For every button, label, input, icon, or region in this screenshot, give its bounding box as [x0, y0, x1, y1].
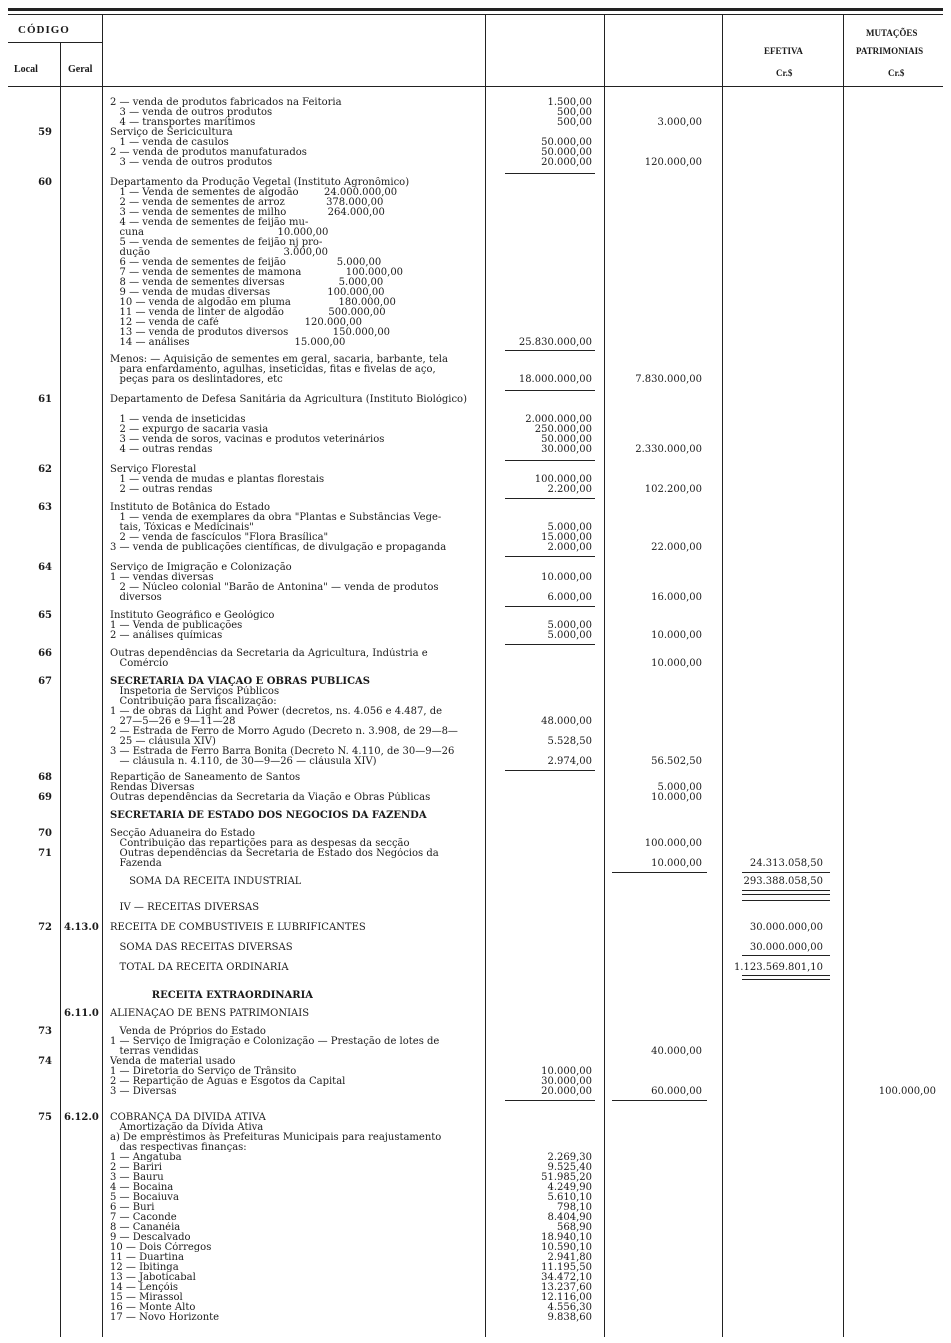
row-code-local: 74	[38, 1056, 52, 1067]
row-amount-c3: 293.388.058,50	[743, 876, 823, 887]
subtotal-rule	[742, 894, 830, 895]
row-description: 5 — venda de sementes de feijão nj pro-	[110, 237, 323, 248]
row-code-geral: 6.12.0	[64, 1112, 99, 1123]
row-amount-c2: 22.000,00	[651, 542, 702, 553]
row-code-local: 71	[38, 848, 52, 859]
header-mutacoes: MUTAÇÕES	[866, 28, 918, 38]
subtotal-rule	[505, 173, 595, 174]
row-description: Outras dependências da Secretaria da Viação e Obras Públicas	[110, 792, 431, 803]
row-description: tais, Tóxicas e Medicinais"	[110, 522, 254, 533]
row-amount-c1: 10.000,00	[541, 1066, 592, 1077]
row-description: 4 — Bocaina	[110, 1182, 174, 1193]
row-description: Rendas Diversas	[110, 782, 195, 793]
row-description: 27—5—26 e 9—11—28	[110, 716, 236, 727]
subtotal-rule	[742, 979, 830, 980]
row-code-local: 59	[38, 127, 52, 138]
row-description: Outras dependências da Secretaria da Agricultura, Indústria e	[110, 648, 428, 659]
row-amount-c1: 20.000,00	[541, 1086, 592, 1097]
row-description: Serviço de Sericicultura	[110, 127, 233, 138]
subtotal-rule	[505, 606, 595, 607]
row-amount-c1: 100.000,00	[534, 474, 592, 485]
row-amount-c1: 18.000.000,00	[518, 374, 592, 385]
subtotal-rule	[612, 1100, 707, 1101]
subtotal-rule	[505, 644, 595, 645]
row-code-local: 65	[38, 610, 52, 621]
subtotal-rule	[505, 350, 595, 351]
row-description: COBRANÇA DA DÍVIDA ATIVA	[110, 1112, 266, 1123]
row-amount-c1: 18.940,10	[541, 1232, 592, 1243]
row-description: 1 — venda de mudas e plantas florestais	[110, 474, 325, 485]
row-description: Amortização da Dívida Ativa	[110, 1122, 264, 1133]
row-amount-c2: 16.000,00	[651, 592, 702, 603]
row-description: RECEITA EXTRAORDINÁRIA	[110, 990, 314, 1001]
row-amount-c1: 50.000,00	[541, 147, 592, 158]
row-code-local: 63	[38, 502, 52, 513]
row-description: 3 — Diversas	[110, 1086, 177, 1097]
row-amount-c2: 3.000,00	[657, 117, 702, 128]
row-amount-c1: 12.116,00	[541, 1292, 592, 1303]
row-code-local: 69	[38, 792, 52, 803]
row-description: para enfardamento, agulhas, inseticidas, fitas e fivelas de aço,	[110, 364, 436, 375]
row-description: IV — RECEITAS DIVERSAS	[110, 902, 260, 913]
subtotal-rule	[505, 390, 595, 391]
row-description: — cláusula n. 4.110, de 30—9—26 — cláusula XIV)	[110, 756, 377, 767]
row-description: 2 — Repartição de Águas e Esgotos da Capital	[110, 1076, 346, 1087]
row-description: 2 — Bariri	[110, 1162, 162, 1173]
subtotal-rule	[505, 498, 595, 499]
row-amount-c4: 100.000,00	[878, 1086, 936, 1097]
row-description: 12 — venda de café 120.000,00	[110, 317, 362, 328]
row-description: 25 — cláusula XIV)	[110, 736, 216, 747]
row-description: 4 — outras rendas	[110, 444, 213, 455]
row-amount-c2: 120.000,00	[644, 157, 702, 168]
row-description: ALIENAÇÃO DE BENS PATRIMONIAIS	[110, 1008, 310, 1019]
row-description: 10 — venda de algodão em pluma 180.000,00	[110, 297, 396, 308]
subtotal-rule	[505, 556, 595, 557]
row-description: 3 — Estrada de Ferro Barra Bonita (Decreto N. 4.110, de 30—9—26	[110, 746, 455, 757]
row-amount-c1: 10.000,00	[541, 572, 592, 583]
subtotal-rule	[505, 770, 595, 771]
row-amount-c1: 34.472,10	[541, 1272, 592, 1283]
row-description: 14 — análises 15.000,00	[110, 337, 346, 348]
row-description: 1 — venda de casulos	[110, 137, 229, 148]
col-rule-c3	[843, 15, 844, 1337]
row-description: Venda de material usado	[110, 1056, 236, 1067]
row-description: 9 — venda de mudas diversas 100.000,00	[110, 287, 385, 298]
row-amount-c1: 9.838,60	[547, 1312, 592, 1323]
row-description: 5 — Bocaiuva	[110, 1192, 179, 1203]
subtotal-rule	[742, 890, 830, 891]
col-rule-c1	[604, 15, 605, 1337]
row-amount-c1: 50.000,00	[541, 137, 592, 148]
row-amount-c1: 8.404,90	[547, 1212, 592, 1223]
header-geral: Geral	[68, 64, 93, 75]
row-amount-c1: 5.610,10	[547, 1192, 592, 1203]
row-description: 10 — Dois Córregos	[110, 1242, 212, 1253]
row-amount-c2: 56.502,50	[651, 756, 702, 767]
row-description: 4 — transportes marítimos	[110, 117, 256, 128]
row-amount-c1: 2.200,00	[547, 484, 592, 495]
row-amount-c1: 2.974,00	[547, 756, 592, 767]
row-description: SOMA DAS RECEITAS DIVERSAS	[110, 942, 293, 953]
row-description: 7 — venda de sementes de mamona 100.000,00	[110, 267, 404, 278]
row-amount-c1: 1.500,00	[547, 97, 592, 108]
row-description: 1 — Angatuba	[110, 1152, 182, 1163]
row-code-geral: 6.11.0	[64, 1008, 99, 1019]
row-amount-c1: 10.590,10	[541, 1242, 592, 1253]
row-amount-c1: 4.556,30	[547, 1302, 592, 1313]
row-description: Outras dependências da Secretaria de Estado dos Negócios da	[110, 848, 439, 859]
row-description: Instituto Geográfico e Geológico	[110, 610, 275, 621]
row-code-geral: 4.13.0	[64, 922, 99, 933]
col-rule-c2	[722, 15, 723, 1337]
row-amount-c1: 30.000,00	[541, 444, 592, 455]
row-amount-c1: 48.000,00	[541, 716, 592, 727]
codigo-rule	[8, 42, 103, 43]
row-amount-c1: 2.941,80	[547, 1252, 592, 1263]
row-description: 3 — venda de outros produtos	[110, 157, 273, 168]
row-description: peças para os deslintadores, etc	[110, 374, 283, 385]
header-local: Local	[14, 64, 38, 75]
row-description: 3 — venda de publicações científicas, de divulgação e propaganda	[110, 542, 447, 553]
row-description: 16 — Monte Alto	[110, 1302, 196, 1313]
row-description: 11 — venda de linter de algodão 500.000,00	[110, 307, 386, 318]
header-efetiva: EFETIVA	[764, 46, 803, 56]
row-description: 8 — venda de sementes diversas 5.000,00	[110, 277, 384, 288]
row-amount-c2: 5.000,00	[657, 782, 702, 793]
row-description: diversos	[110, 592, 162, 603]
row-description: 2 — outras rendas	[110, 484, 213, 495]
row-amount-c1: 6.000,00	[547, 592, 592, 603]
row-description: Instituto de Botânica do Estado	[110, 502, 271, 513]
row-description: 1 — Venda de sementes de algodão 24.000.000,00	[110, 187, 398, 198]
subtotal-rule	[612, 872, 707, 873]
row-code-local: 73	[38, 1026, 52, 1037]
subtotal-rule	[742, 900, 830, 901]
row-description: 13 — Jaboticabal	[110, 1272, 196, 1283]
row-description: Departamento da Produção Vegetal (Instituto Agronômico)	[110, 177, 410, 188]
row-description: 3 — venda de soros, vacinas e produtos veterinários	[110, 434, 385, 445]
row-description: 2 — venda de sementes de arroz 378.000,00	[110, 197, 384, 208]
row-description: terras vendidas	[110, 1046, 199, 1057]
row-amount-c1: 9.525,40	[547, 1162, 592, 1173]
row-description: 14 — Lençóis	[110, 1282, 179, 1293]
row-amount-c2: 10.000,00	[651, 658, 702, 669]
row-description: 1 — Venda de publicações	[110, 620, 243, 631]
row-code-local: 60	[38, 177, 52, 188]
row-code-local: 72	[38, 922, 52, 933]
row-amount-c1: 500,00	[557, 107, 592, 118]
row-description: Fazenda	[110, 858, 162, 869]
row-amount-c2: 102.200,00	[644, 484, 702, 495]
row-description: Serviço de Imigração e Colonização	[110, 562, 292, 573]
row-description: SECRETARIA DE ESTADO DOS NEGÓCIOS DA FAZENDA	[110, 810, 427, 821]
subtotal-rule	[742, 872, 830, 873]
row-description: 2 — expurgo de sacaria vasia	[110, 424, 269, 435]
row-description: SECRETARIA DA VIAÇÃO E OBRAS PÚBLICAS	[110, 676, 371, 687]
row-amount-c1: 20.000,00	[541, 157, 592, 168]
row-description: Serviço Florestal	[110, 464, 197, 475]
row-description: 1 — venda de inseticidas	[110, 414, 246, 425]
header-rule	[8, 86, 943, 87]
row-amount-c1: 30.000,00	[541, 1076, 592, 1087]
row-code-local: 67	[38, 676, 52, 687]
row-description: dução 3.000,00	[110, 247, 328, 258]
subtotal-rule	[505, 1100, 595, 1101]
row-amount-c1: 51.985,20	[541, 1172, 592, 1183]
row-description: cuna 10.000,00	[110, 227, 329, 238]
row-amount-c2: 60.000,00	[651, 1086, 702, 1097]
row-description: Departamento de Defesa Sanitária da Agricultura (Instituto Biológico)	[110, 394, 467, 405]
row-amount-c1: 25.830.000,00	[518, 337, 592, 348]
row-code-local: 62	[38, 464, 52, 475]
row-description: Comércio	[110, 658, 169, 669]
row-description: 2 — venda de produtos fabricados na Feitoria	[110, 97, 342, 108]
row-amount-c1: 5.000,00	[547, 522, 592, 533]
row-amount-c1: 500,00	[557, 117, 592, 128]
row-description: Venda de Próprios do Estado	[110, 1026, 266, 1037]
row-code-local: 75	[38, 1112, 52, 1123]
col-rule-geral	[102, 15, 103, 1337]
row-description: 11 — Duartina	[110, 1252, 184, 1263]
row-amount-c1: 2.269,30	[547, 1152, 592, 1163]
header-patrimoniais: PATRIMONIAIS	[856, 46, 924, 56]
row-description: 1 — Serviço de Imigração e Colonização — Prestação de lotes de	[110, 1036, 440, 1047]
row-description: Contribuição para fiscalização:	[110, 696, 277, 707]
row-amount-c2: 2.330.000,00	[635, 444, 702, 455]
header-efetiva-unit: Cr.$	[776, 68, 793, 78]
row-description: 6 — venda de sementes de feijão 5.000,00	[110, 257, 382, 268]
row-description: 7 — Caconde	[110, 1212, 177, 1223]
row-amount-c3: 30.000.000,00	[749, 942, 823, 953]
row-description: 9 — Descalvado	[110, 1232, 191, 1243]
row-amount-c2: 7.830.000,00	[635, 374, 702, 385]
col-rule-desc	[485, 15, 486, 1337]
row-code-local: 64	[38, 562, 52, 573]
row-amount-c3: 30.000.000,00	[749, 922, 823, 933]
top-rule	[8, 8, 943, 11]
row-amount-c2: 40.000,00	[651, 1046, 702, 1057]
subtotal-rule	[505, 460, 595, 461]
row-description: a) De empréstimos às Prefeituras Municipais para reajustamento	[110, 1132, 442, 1143]
row-description: 15 — Mirassol	[110, 1292, 183, 1303]
row-amount-c1: 250.000,00	[534, 424, 592, 435]
row-description: 1 — vendas diversas	[110, 572, 214, 583]
row-code-local: 61	[38, 394, 52, 405]
row-description: 2 — venda de fascículos "Flora Brasílica"	[110, 532, 329, 543]
row-amount-c2: 10.000,00	[651, 858, 702, 869]
row-amount-c1: 5.000,00	[547, 620, 592, 631]
header-mut-unit: Cr.$	[888, 68, 905, 78]
row-amount-c1: 15.000,00	[541, 532, 592, 543]
row-description: 2 — Núcleo colonial "Barão de Antonina" — venda de produtos	[110, 582, 439, 593]
row-description: 2 — Estrada de Ferro de Morro Agudo (Decreto n. 3.908, de 29—8—	[110, 726, 458, 737]
row-description: das respectivas finanças:	[110, 1142, 247, 1153]
row-description: Inspetoria de Serviços Públicos	[110, 686, 280, 697]
row-description: 3 — venda de outros produtos	[110, 107, 273, 118]
row-description: 6 — Buri	[110, 1202, 155, 1213]
row-description: 2 — venda de produtos manufaturados	[110, 147, 307, 158]
row-amount-c1: 4.249,90	[547, 1182, 592, 1193]
row-description: 4 — venda de sementes de feijão mu-	[110, 217, 309, 228]
row-description: 13 — venda de produtos diversos 150.000,00	[110, 327, 391, 338]
row-description: Contribuição das repartições para as despesas da secção	[110, 838, 410, 849]
row-amount-c1: 5.528,50	[547, 736, 592, 747]
row-description: 1 — venda de exemplares da obra "Plantas e Substâncias Vege-	[110, 512, 442, 523]
row-amount-c1: 2.000,00	[547, 542, 592, 553]
subtotal-rule	[742, 955, 830, 956]
col-rule-local	[60, 42, 61, 1337]
row-amount-c2: 100.000,00	[644, 838, 702, 849]
row-code-local: 68	[38, 772, 52, 783]
row-description: 1 — de obras da Light and Power (decretos, ns. 4.056 e 4.487, de	[110, 706, 443, 717]
row-amount-c1: 2.000.000,00	[525, 414, 592, 425]
row-description: 17 — Novo Horizonte	[110, 1312, 220, 1323]
row-amount-c1: 50.000,00	[541, 434, 592, 445]
subtotal-rule	[742, 975, 830, 976]
row-amount-c1: 11.195,50	[541, 1262, 592, 1273]
row-description: Secção Aduaneira do Estado	[110, 828, 256, 839]
row-description: TOTAL DA RECEITA ORDINÁRIA	[110, 962, 289, 973]
row-description: 3 — venda de sementes de milho 264.000,00	[110, 207, 385, 218]
row-amount-c3: 24.313.058,50	[749, 858, 823, 869]
header-codigo: CÓDIGO	[18, 24, 70, 36]
row-description: SOMA DA RECEITA INDUSTRIAL	[110, 876, 302, 887]
row-amount-c1: 568,90	[557, 1222, 592, 1233]
row-description: 8 — Cananéia	[110, 1222, 181, 1233]
row-amount-c1: 5.000,00	[547, 630, 592, 641]
row-code-local: 66	[38, 648, 52, 659]
row-description: 1 — Diretoria do Serviço de Trânsito	[110, 1066, 297, 1077]
row-amount-c1: 798,10	[557, 1202, 592, 1213]
row-amount-c1: 13.237,60	[541, 1282, 592, 1293]
top-rule-thin	[8, 14, 943, 15]
row-description: Menos: — Aquisição de sementes em geral, sacaria, barbante, tela	[110, 354, 448, 365]
row-amount-c3: 1.123.569.801,10	[733, 962, 823, 973]
row-amount-c2: 10.000,00	[651, 792, 702, 803]
row-description: 3 — Bauru	[110, 1172, 164, 1183]
row-code-local: 70	[38, 828, 52, 839]
row-description: Repartição de Saneamento de Santos	[110, 772, 301, 783]
row-description: 12 — Ibitinga	[110, 1262, 179, 1273]
row-amount-c2: 10.000,00	[651, 630, 702, 641]
row-description: RECEITA DE COMBUSTÍVEIS E LUBRIFICANTES	[110, 922, 366, 933]
row-description: 2 — análises químicas	[110, 630, 223, 641]
